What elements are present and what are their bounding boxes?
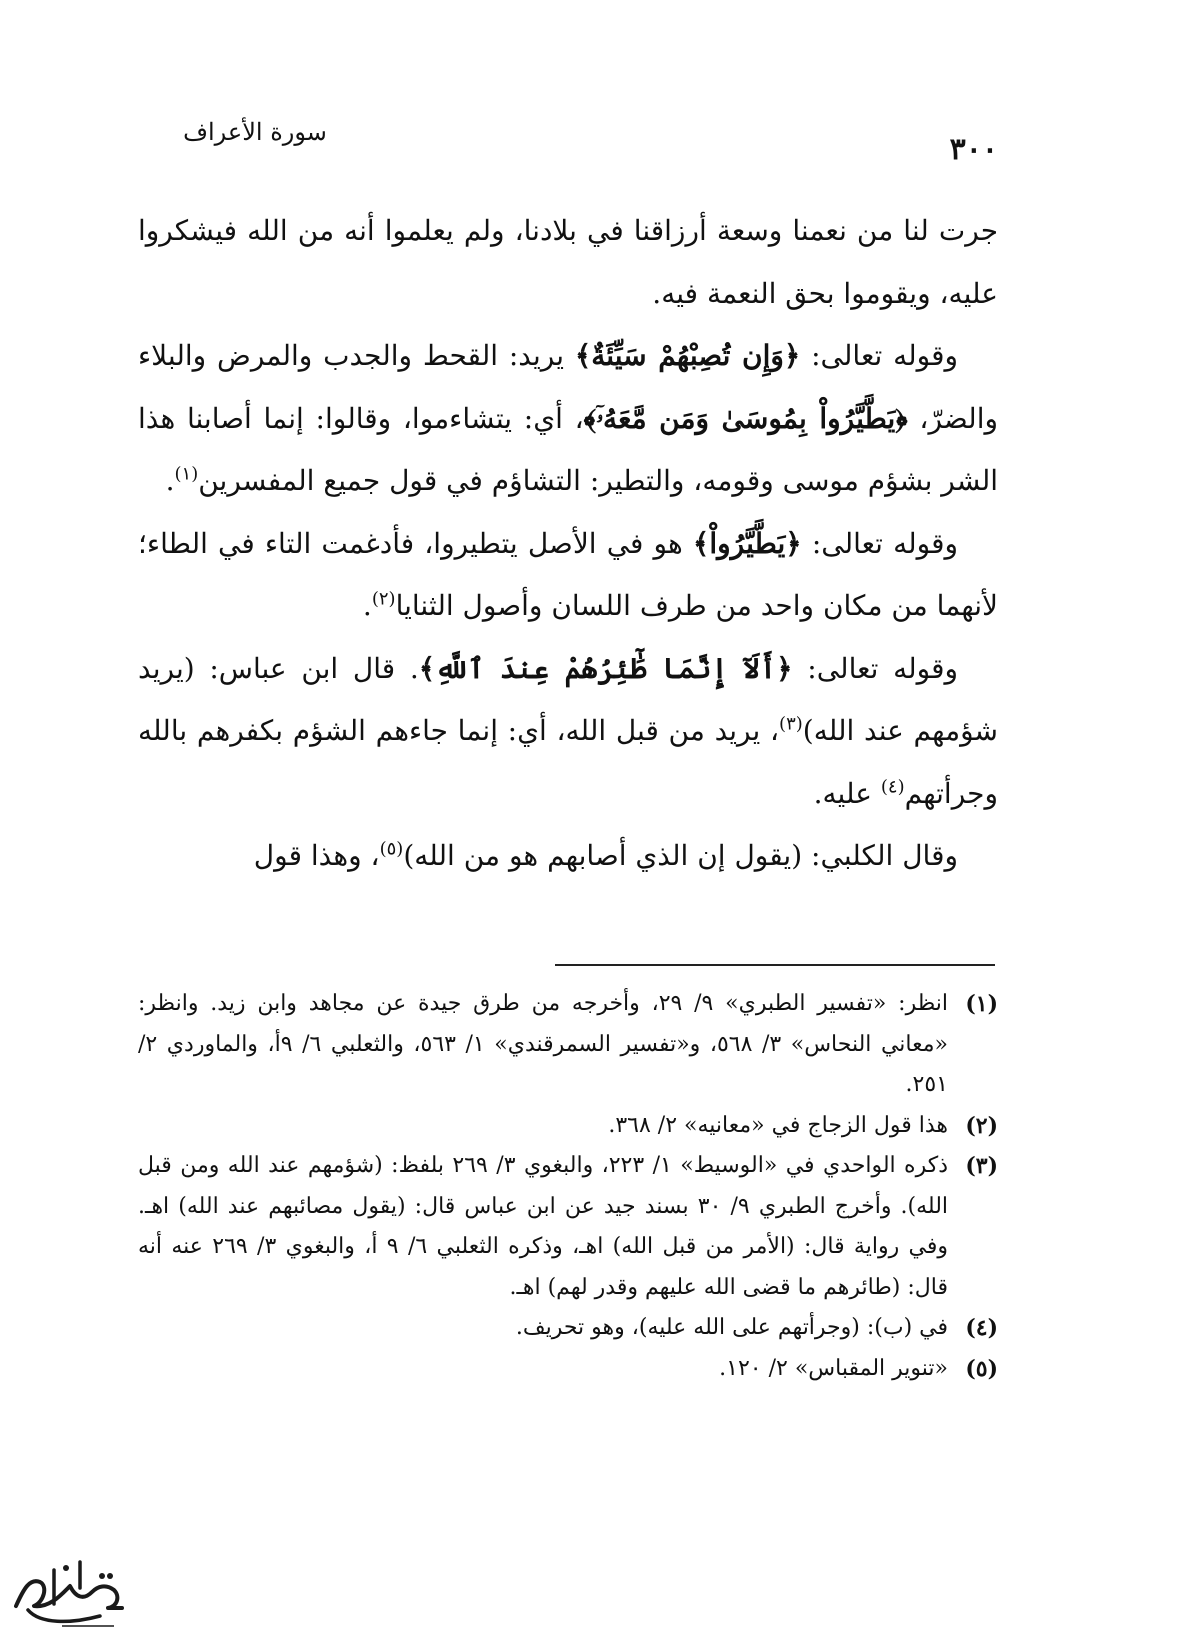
running-title: سورة الأعراف <box>183 118 327 146</box>
paragraph-text: يريد: القحط والجدب والمرض والبلاء والضرّ، <box>138 339 999 435</box>
footnote-number: (٣) <box>965 1153 998 1179</box>
paragraph-text: . قال ابن عباس: (يريد شؤمهم عند الله) <box>138 651 999 747</box>
footnote-text: انظر: «تفسير الطبري» ٩/ ٢٩، وأخرجه من طرق جيدة عن مجاهد وابن زيد. وانظر: «معاني النحاس» ٣/ ٥٦٨، و«تفسير السمرقندي» ١/ ٥٦٣، والثعلبي ٦/ ٩أ، والماوردي ٢/ ٢٥١. <box>138 991 948 1097</box>
quran-quote: ﴿يَطَّيَّرُواْ﴾ <box>692 526 802 560</box>
paragraph-text: عليه. <box>813 776 881 810</box>
footnote-number: (٥) <box>965 1355 998 1382</box>
footnote-ref[interactable]: (١) <box>174 463 199 485</box>
paragraph-5 <box>138 825 998 888</box>
paragraph-3 <box>138 513 998 638</box>
calligraphy-logo <box>10 1548 132 1634</box>
footnotes <box>138 984 998 1389</box>
paragraph-1 <box>138 200 998 325</box>
footnote-text: ذكره الواحدي في «الوسيط» ١/ ٢٢٣، والبغوي ٣/ ٢٦٩ بلفظ: (شؤمهم عند الله ومن قبل الله). وأخرج الطبري ٩/ ٣٠ بسند جيد عن ابن عباس قال: (يقول مصائبهم عند الله) اهـ. وفي رواية قال: (الأمر من قبل الله) اهـ، وذكره الثعلبي ٦/ ٩ أ، والبغوي ٣/ ٢٦٩ عنه أنه قال: (طائرهم ما قضى الله عليهم وقدر لهم) اهـ. <box>138 1153 949 1300</box>
paragraph-text: وقوله تعالى: <box>801 526 958 560</box>
footnote-item <box>138 1106 998 1147</box>
main-text <box>138 200 998 888</box>
paragraph-text: . <box>165 464 175 497</box>
footnote-ref[interactable]: (٣) <box>779 713 803 735</box>
footnote-divider <box>555 964 995 966</box>
footnote-number: (٢) <box>965 1112 998 1139</box>
footnote-ref[interactable]: (٢) <box>371 588 396 610</box>
footnote-number: (١) <box>965 991 998 1017</box>
paragraph-2 <box>138 325 998 513</box>
footnote-ref[interactable]: (٤) <box>880 776 905 798</box>
quran-quote: ﴿أَلَآ إِنَّمَا طَٰٓئِرُهُمْ عِندَ ٱللَّهِ﴾ <box>418 651 793 685</box>
paragraph-4 <box>138 638 998 826</box>
paragraph-text: هو في الأصل يتطيروا، فأدغمت التاء في الطاء؛ لأنهما من مكان واحد من طرف اللسان وأصول الثنايا <box>138 526 998 622</box>
paragraph-text: ، يريد من قبل الله، أي: إنما جاءهم الشؤم بكفرهم بالله وجرأتهم <box>138 714 998 810</box>
footnote-item <box>138 1308 998 1349</box>
paragraph-text: . <box>362 589 372 622</box>
paragraph-text: وقال الكلبي: (يقول إن الذي أصابهم هو من الله) <box>403 839 958 872</box>
footnote-item <box>138 1146 998 1308</box>
paragraph-text: ، وهذا قول <box>253 839 380 872</box>
quran-quote: ﴿وَإِن تُصِبْهُمْ سَيِّئَةٌ﴾ <box>574 339 801 372</box>
footnote-number: (٤) <box>965 1315 998 1341</box>
paragraph-text: وقوله تعالى: <box>800 339 958 372</box>
footnote-text: «تنوير المقباس» ٢/ ١٢٠. <box>719 1355 948 1381</box>
paragraph-text: وقوله تعالى: <box>792 651 958 685</box>
footnote-item <box>138 984 998 1106</box>
paragraph-text: ، أي: يتشاءموا، وقالوا: إنما أصابنا هذا الشر بشؤم موسى وقومه، والتطير: التشاؤم في قول جميع المفسرين <box>138 401 998 497</box>
footnote-text: هذا قول الزجاج في «معانيه» ٢/ ٣٦٨. <box>608 1112 948 1138</box>
footnote-ref[interactable]: (٥) <box>379 838 404 860</box>
footnote-text: في (ب): (وجرأتهم على الله عليه)، وهو تحريف. <box>515 1315 948 1340</box>
paragraph-text: جرت لنا من نعمنا وسعة أرزاقنا في بلادنا، ولم يعلموا أنه من الله فيشكروا عليه، ويقوموا بحق النعمة فيه. <box>138 214 998 310</box>
quran-quote: ﴿يَطَّيَّرُواْ بِمُوسَىٰ وَمَن مَّعَهُۥٓ﴾ <box>583 401 908 435</box>
footnote-item <box>138 1349 998 1390</box>
page-number: ٣٠٠ <box>949 132 998 167</box>
